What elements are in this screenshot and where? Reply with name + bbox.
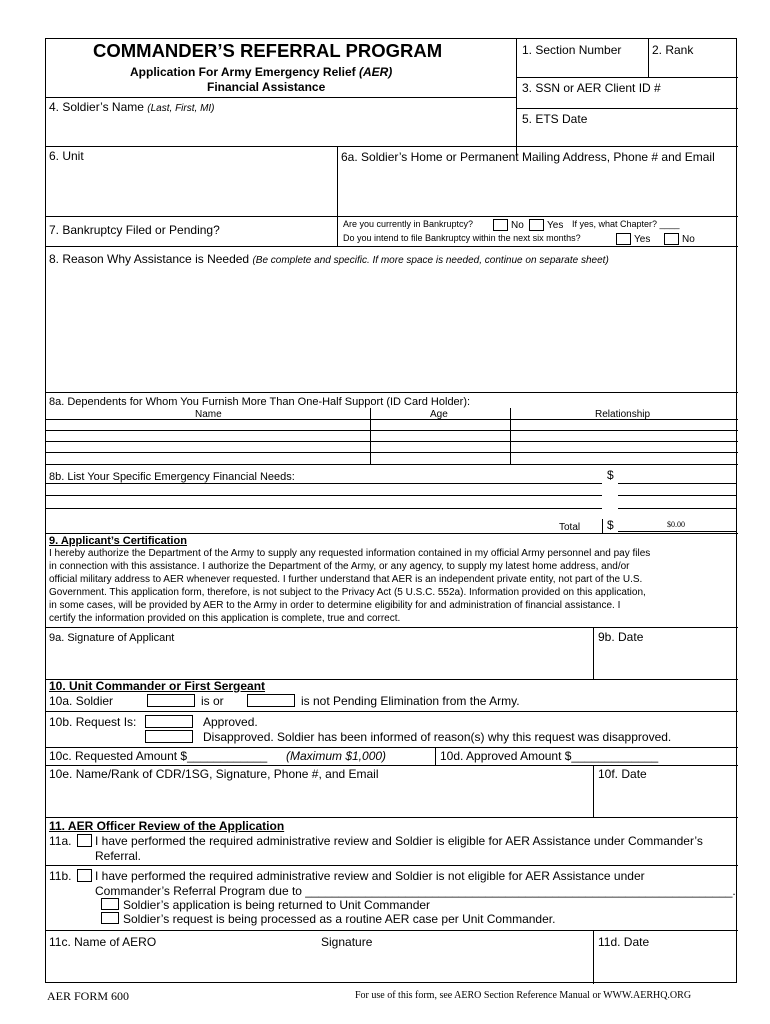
routine-case-text: Soldier’s request is being processed as a routine AER case per Unit Commander. (123, 912, 556, 926)
aer-form-600 (45, 38, 737, 983)
section-rule (46, 865, 738, 866)
dependents-col-divider (510, 408, 511, 464)
address-field[interactable]: 6a. Soldier’s Home or Permanent Mailing Address, Phone # and Email (341, 150, 715, 164)
eligible-text: I have performed the required administrative review and Soldier is eligible for AER Assistance under Commander’s (95, 834, 703, 848)
aero-date-field[interactable]: 11d. Date (598, 935, 650, 949)
bankruptcy-divider (337, 216, 338, 246)
aero-name-field[interactable]: 11c. Name of AERO (49, 935, 157, 949)
future-no-checkbox[interactable] (664, 233, 679, 245)
returned-checkbox[interactable] (101, 898, 119, 910)
certification-text: certify the information provided on this application is complete, true and correct. (49, 613, 401, 624)
returned-text: Soldier’s application is being returned to Unit Commander (123, 898, 431, 912)
bankruptcy-no-label: No (511, 220, 524, 231)
bankruptcy-yes-label: Yes (547, 220, 564, 231)
reason-field[interactable] (49, 253, 609, 266)
not-eligible-reason[interactable]: Commander’s Referral Program due to ________________________________________________________________. (95, 884, 736, 898)
total-amount-line (618, 531, 736, 532)
aero-signature-field[interactable]: Signature (321, 935, 373, 949)
section-rule (46, 711, 738, 712)
soldier-name-hint: (Last, First, MI) (147, 103, 215, 114)
section-rule (46, 392, 738, 393)
bankruptcy-yes-checkbox[interactable] (529, 219, 544, 231)
disapproved-checkbox[interactable] (145, 730, 193, 743)
certification-text: I hereby authorize the Department of the Army to supply any requested information contained in my official Army personnel and pay files (49, 548, 651, 559)
soldier-is-or-text: is or (201, 694, 224, 708)
future-yes-label: Yes (634, 234, 651, 245)
subtitle-aer: (AER) (358, 65, 393, 79)
routine-case-checkbox[interactable] (101, 912, 119, 924)
reason-hint: (Be complete and specific. If more space is needed, continue on separate sheet) (252, 255, 609, 266)
needs-dollar-sign: $ (607, 468, 614, 482)
total-label: Total (559, 522, 581, 533)
bankruptcy-question-future: Do you intend to file Bankruptcy within the next six months? (343, 233, 581, 243)
future-no-label: No (682, 234, 695, 245)
dependents-col-relationship: Relationship (595, 409, 651, 420)
not-eligible-text: I have performed the required administrative review and Soldier is not eligible for AER Assistance under (95, 869, 645, 883)
section-rule (46, 930, 738, 931)
needs-amount-line[interactable] (618, 508, 736, 509)
header-rule (46, 97, 516, 98)
rank-field[interactable]: 2. Rank (652, 43, 694, 57)
eligible-number: 11a. (49, 834, 72, 848)
needs-line[interactable] (46, 483, 602, 484)
unit-field[interactable]: 6. Unit (49, 149, 84, 163)
certification-text: in some cases, will be provided by AER to the Army in order to determine eligibility for and administration of financial assistance. I (49, 600, 621, 611)
dependents-row-line (46, 452, 738, 453)
header-divider (516, 39, 517, 156)
total-dollar-sign: $ (607, 518, 614, 532)
header-rule (516, 77, 738, 78)
certification-text: in connection with this assistance. I authorize the Department of the Army, or any agency, to supply my latest home address, and/or (49, 561, 630, 572)
aero-date-divider (593, 930, 594, 984)
bankruptcy-no-checkbox[interactable] (493, 219, 508, 231)
approved-text: Approved. (203, 715, 258, 729)
dependents-label: 8a. Dependents for Whom You Furnish More Than One-Half Support (ID Card Holder): (49, 396, 471, 408)
signature-divider (593, 627, 594, 679)
commander-name-field[interactable]: 10e. Name/Rank of CDR/1SG, Signature, Phone #, and Email (49, 767, 379, 781)
form-title: COMMANDER’S REFERRAL PROGRAM (93, 40, 443, 61)
maximum-amount-note: (Maximum $1,000) (286, 749, 387, 763)
soldier-name-field[interactable] (49, 101, 215, 114)
unit-divider (337, 146, 338, 216)
needs-label: 8b. List Your Specific Emergency Financial Needs: (49, 471, 295, 483)
section-rule (46, 533, 738, 534)
total-divider (602, 519, 603, 533)
not-eligible-number: 11b. (49, 869, 72, 883)
commander-date-field[interactable]: 10f. Date (598, 767, 647, 781)
certification-text: Government. This application form, therefore, is not subject to the Privacy Act (5 U.S.C. 552a). Information provided on this application, (49, 587, 646, 598)
section-rule (46, 464, 738, 465)
aero-review-label: 11. AER Officer Review of the Application (49, 819, 285, 833)
rank-divider (648, 39, 649, 77)
ets-date-field[interactable]: 5. ETS Date (522, 112, 588, 126)
applicant-signature-field[interactable]: 9a. Signature of Applicant (49, 632, 175, 644)
certification-label: 9. Applicant’s Certification (49, 535, 187, 547)
needs-line[interactable] (46, 508, 602, 509)
not-pending-text: is not Pending Elimination from the Army. (301, 694, 520, 708)
dependents-row-line (46, 419, 738, 420)
commander-label: 10. Unit Commander or First Sergeant (49, 679, 266, 693)
section-rule (46, 216, 738, 217)
needs-amount-line[interactable] (618, 495, 736, 496)
subtitle-text: Application For Army Emergency Relief (130, 65, 356, 79)
dependents-row-line (46, 430, 738, 431)
header-rule (516, 108, 738, 109)
bankruptcy-label: 7. Bankruptcy Filed or Pending? (49, 223, 220, 237)
dependents-col-name: Name (195, 409, 222, 420)
eligible-checkbox[interactable] (77, 834, 92, 847)
reason-label: 8. Reason Why Assistance is Needed (49, 252, 250, 266)
section-rule (46, 146, 738, 147)
applicant-date-field[interactable]: 9b. Date (598, 630, 644, 644)
total-value[interactable]: $0.00 (667, 520, 685, 529)
section-rule (46, 627, 738, 628)
commander-date-divider (593, 765, 594, 817)
form-subtitle-line2: Financial Assistance (207, 80, 326, 94)
ssn-field[interactable]: 3. SSN or AER Client ID # (522, 81, 661, 95)
form-number: AER FORM 600 (47, 989, 130, 1003)
form-subtitle (130, 66, 392, 79)
needs-amount-line[interactable] (618, 483, 736, 484)
bankruptcy-chapter[interactable]: If yes, what Chapter? ____ (572, 219, 680, 229)
dependents-col-divider (370, 408, 371, 464)
section-rule (46, 817, 738, 818)
approved-amount-field[interactable]: 10d. Approved Amount $_____________ (440, 749, 659, 763)
request-is-label: 10b. Request Is: (49, 715, 137, 729)
soldier-is-not-checkbox[interactable] (247, 694, 295, 707)
soldier-is-checkbox[interactable] (147, 694, 195, 707)
soldier-status-label: 10a. Soldier (49, 694, 114, 708)
not-eligible-checkbox[interactable] (77, 869, 92, 882)
dependents-row-line (46, 441, 738, 442)
disapproved-text: Disapproved. Soldier has been informed of reason(s) why this request was disapproved. (203, 730, 672, 744)
eligible-text-cont: Referral. (95, 849, 142, 863)
section-rule (46, 246, 738, 247)
needs-line[interactable] (46, 495, 602, 496)
amount-divider (435, 747, 436, 765)
section-rule (46, 747, 738, 748)
dependents-col-age: Age (430, 409, 448, 420)
form-reference: For use of this form, see AERO Section Reference Manual or WWW.AERHQ.ORG (355, 990, 692, 1001)
section-rule (46, 765, 738, 766)
soldier-name-label: 4. Soldier’s Name (49, 100, 144, 114)
requested-amount-field[interactable]: 10c. Requested Amount $____________ (49, 749, 268, 763)
bankruptcy-question-current: Are you currently in Bankruptcy? (343, 219, 474, 229)
future-yes-checkbox[interactable] (616, 233, 631, 245)
certification-text: official military address to AER whenever requested. I further understand that AER is an independent private entity, not part of the U.S. (49, 574, 643, 585)
approved-checkbox[interactable] (145, 715, 193, 728)
section-number-field[interactable]: 1. Section Number (522, 43, 622, 57)
